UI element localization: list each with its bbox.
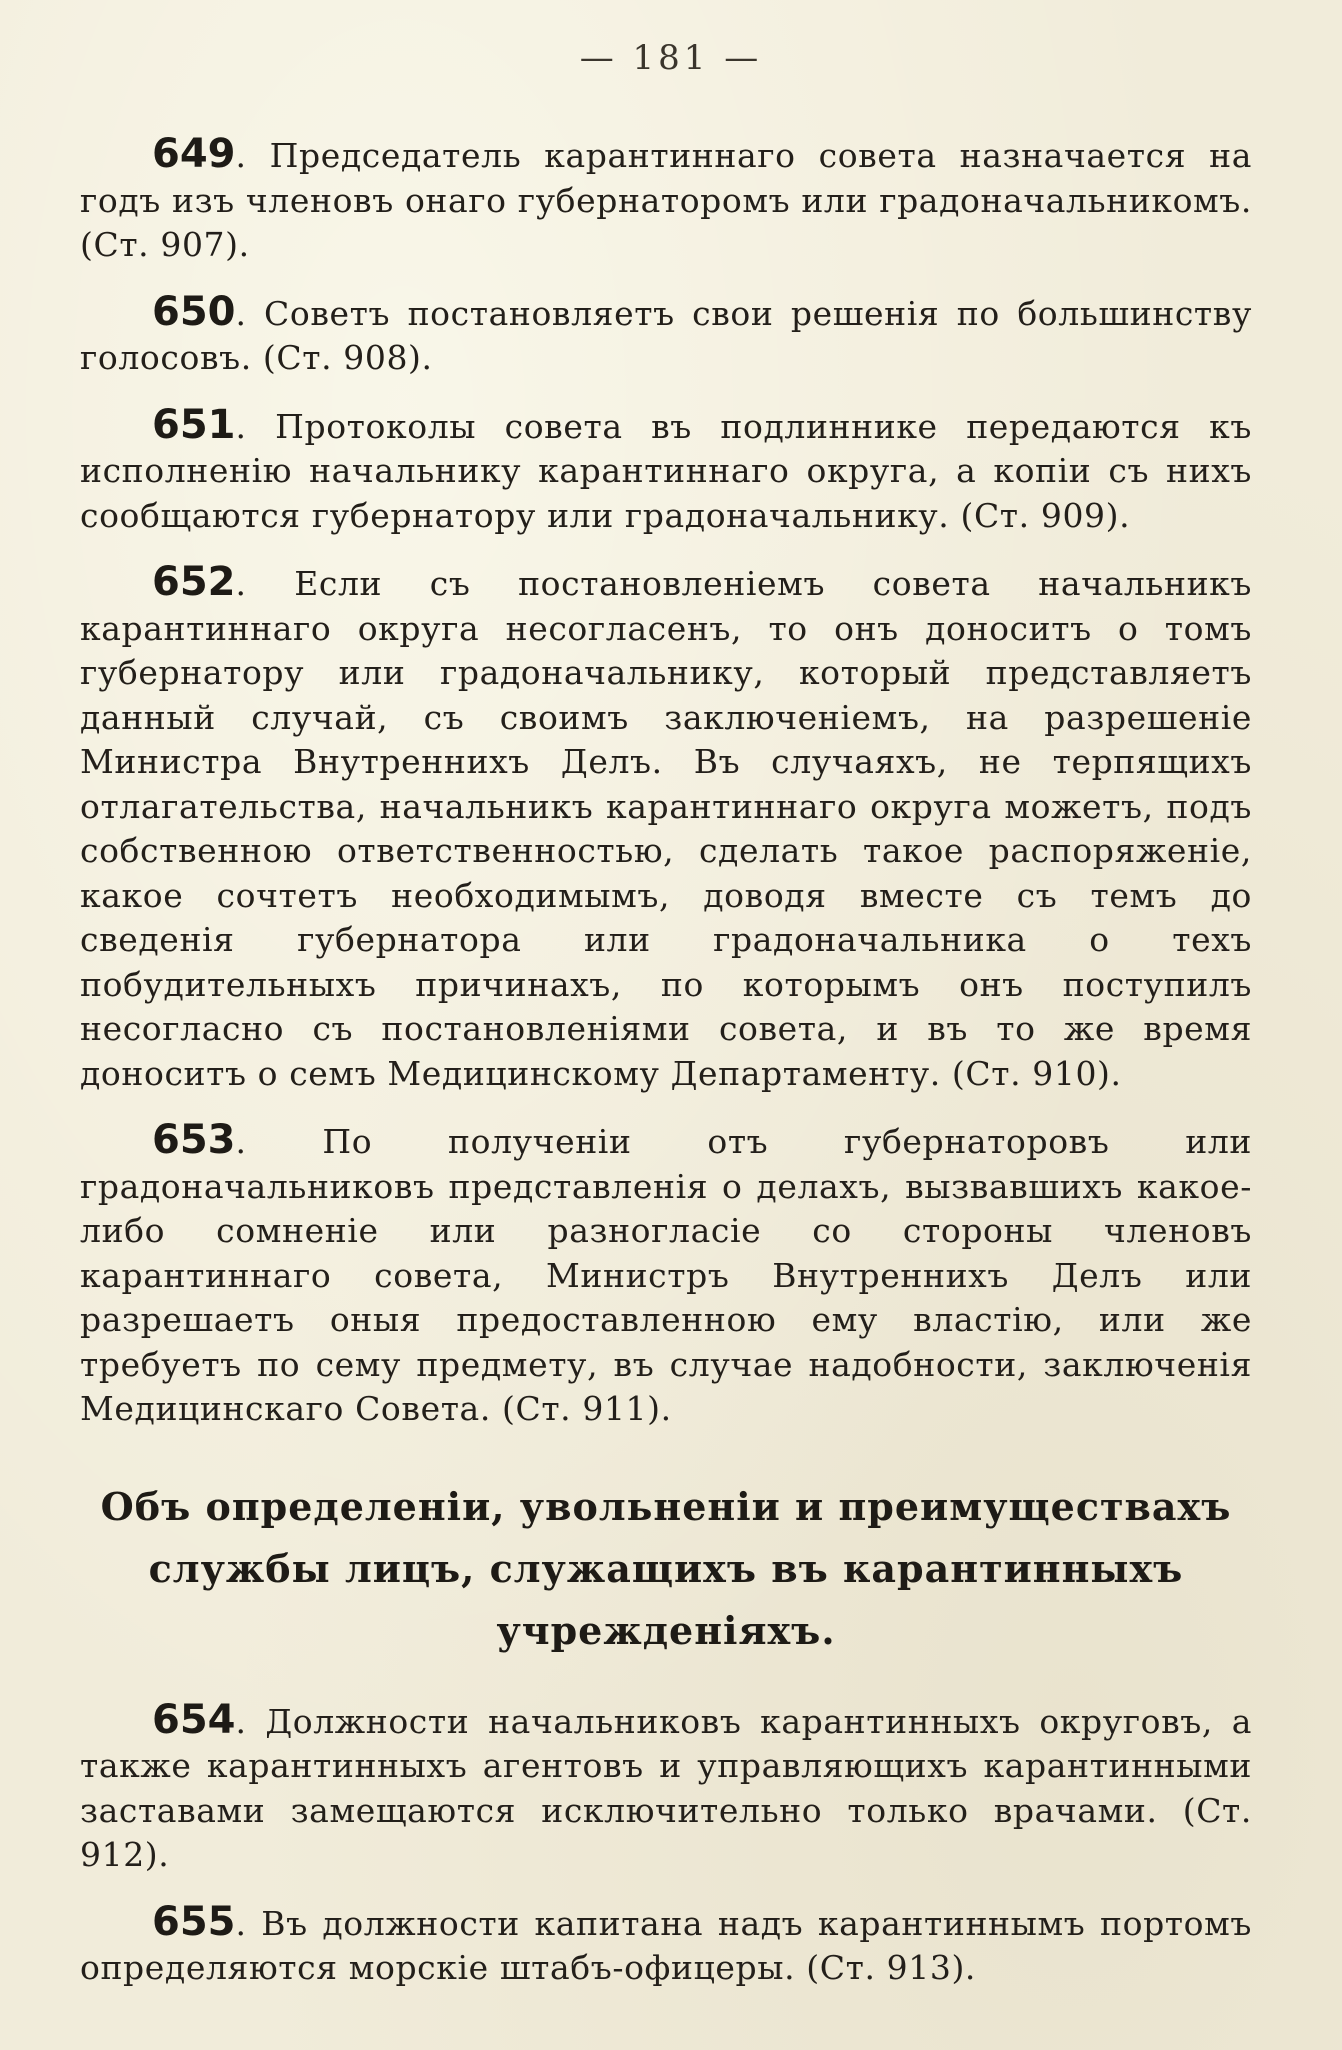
article-number: 654 [152,1696,236,1743]
article-text: . Протоколы совета въ подлинникe передаются къ исполненію начальнику карантиннаго округа, а копіи съ нихъ сообщаются губернатору или градоначальнику. (Ст. 909). [80,406,1252,535]
article-text: . Если съ постановленіемъ совета начальникъ карантиннаго округа несогласенъ, то онъ доноситъ о томъ губернатору или градоначальнику, который представляетъ данный случай, съ своимъ заключеніемъ, на разрешеніе Министра Внутреннихъ Делъ. Въ случаяхъ, не терпящихъ отлагательства, начальникъ карантиннаго округа можетъ, подъ собственною ответственностью, сделать такое распоряженіе, какое сочтетъ необходимымъ, доводя вместе съ темъ до сведенія губернатора или градоначальника о техъ побудительныхъ причинахъ, по которымъ онъ поступилъ несогласно съ постановленіями совета, и въ то же время доноситъ о семъ Медицинскому Департаменту. (Ст. 910). [80,564,1252,1093]
article-text: . Советъ постановляетъ свои решенія по большинству голосовъ. (Ст. 908). [80,293,1252,377]
article-text: . Председатель карантиннаго совета назначается на годъ изъ членовъ онаго губернаторомъ или градоначальникомъ. (Ст. 907). [80,136,1252,264]
article-655 [80,1900,1252,1991]
article-654 [80,1698,1252,1878]
article-650 [80,290,1252,381]
article-651 [80,403,1252,539]
article-text: . По полученіи отъ губернаторовъ или градоначальниковъ представленія о делахъ, вызвавшихъ какое-либо сомненіе или разногласіе со стороны членовъ карантиннаго совета, Министръ Внутреннихъ Делъ или разрешаетъ оныя предоставленною ему властію, или же требуетъ по сему предмету, въ случае надобности, заключенія Медицинскаго Совета. (Ст. 911). [80,1122,1252,1428]
page-body [80,132,1252,2013]
article-649 [80,132,1252,268]
article-number: 649 [152,131,236,177]
section-heading: Объ определеніи, увольненіи и преимуществахъ службы лицъ, служащихъ въ карантинныхъ учрежденіяхъ. [100,1483,1232,1653]
article-text: . Въ должности капитана надъ карантиннымъ портомъ определяются морскіе штабъ-офицеры. (Ст. 913). [80,1903,1252,1987]
article-text: . Должности начальниковъ карантинныхъ округовъ, а также карантинныхъ агентовъ и управляющихъ карантинными заставами замещаются исключительно только врачами. (Ст. 912). [80,1701,1252,1874]
article-number: 652 [152,559,236,605]
article-652 [80,560,1252,1096]
article-653 [80,1118,1252,1432]
article-number: 651 [152,401,236,448]
page-number: — 181 — [579,38,763,78]
article-number: 653 [152,1117,236,1163]
article-number: 650 [152,288,236,335]
article-number: 655 [152,1898,236,1945]
